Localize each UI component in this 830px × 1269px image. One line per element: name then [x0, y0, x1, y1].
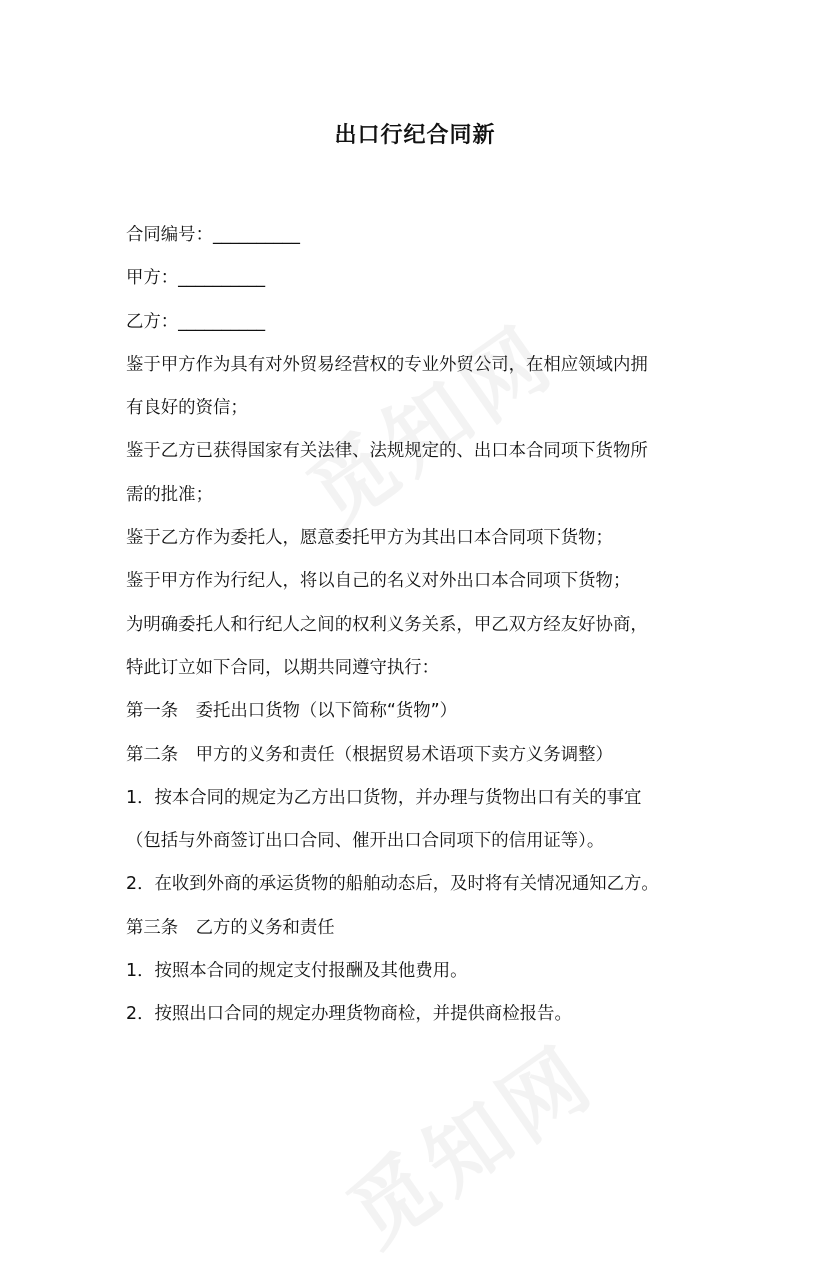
paragraph-line: 有良好的资信； — [126, 398, 248, 419]
paragraph-line: 鉴于乙方已获得国家有关法律、法规规定的、出口本合同项下货物所 — [126, 441, 648, 462]
article-heading: 第二条 甲方的义务和责任（根据贸易术语项下卖方义务调整） — [126, 744, 613, 765]
paragraph-line: 为明确委托人和行纪人之间的权利义务关系，甲乙双方经友好协商， — [126, 614, 648, 635]
contract-number-line: 合同编号：__________ — [126, 225, 300, 245]
clause-line: （包括与外商签订出口合同、催开出口合同项下的信用证等）。 — [126, 831, 605, 852]
article-heading: 第三条 乙方的义务和责任 — [126, 917, 335, 938]
paragraph-line: 鉴于甲方作为具有对外贸易经营权的专业外贸公司，在相应领域内拥 — [126, 354, 648, 375]
paragraph-line: 需的批准； — [126, 484, 213, 505]
paragraph-line: 鉴于甲方作为行纪人，将以自己的名义对外出口本合同项下货物； — [126, 571, 631, 592]
watermark — [330, 1080, 606, 1201]
document-body — [126, 214, 716, 1037]
clause-line: 2．在收到外商的承运货物的船舶动态后，及时将有关情况通知乙方。 — [126, 874, 659, 895]
clause-line: 2．按照出口合同的规定办理货物商检，并提供商检报告。 — [126, 1004, 572, 1025]
party-b-line: 乙方：__________ — [126, 311, 266, 332]
paragraph-line: 鉴于乙方作为委托人，愿意委托甲方为其出口本合同项下货物； — [126, 528, 613, 549]
clause-line: 1．按本合同的规定为乙方出口货物，并办理与货物出口有关的事宜 — [126, 787, 642, 808]
party-a-line: 甲方：__________ — [126, 268, 266, 289]
paragraph-line: 特此订立如下合同，以期共同遵守执行： — [126, 657, 440, 678]
document-title: 出口行纪合同新 — [334, 123, 496, 148]
article-heading: 第一条 委托出口货物（以下简称“货物”） — [126, 701, 458, 722]
clause-line: 1．按照本合同的规定支付报酬及其他费用。 — [126, 961, 468, 982]
watermark-text — [320, 1012, 616, 1269]
